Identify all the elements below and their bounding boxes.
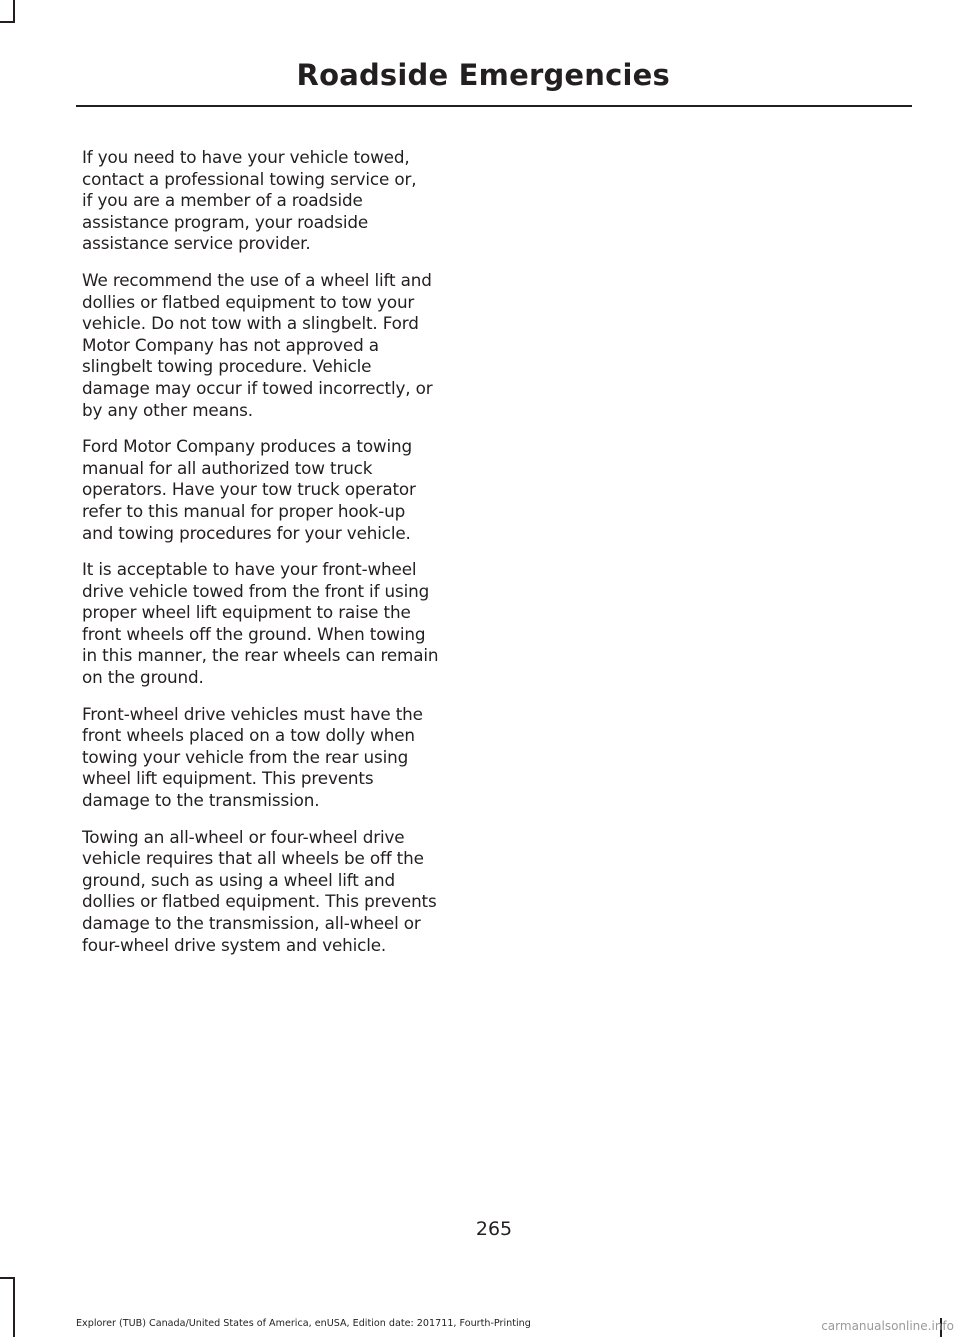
paragraph-line: manual for all authorized tow truck <box>82 457 373 478</box>
paragraph-line: damage may occur if towed incorrectly, or <box>82 377 433 398</box>
header-rule <box>76 105 912 107</box>
page-number: 265 <box>475 1218 513 1240</box>
paragraph-line: Ford Motor Company produces a towing <box>82 436 413 457</box>
body-text <box>82 147 476 971</box>
page-title: Roadside Emergencies <box>296 58 670 92</box>
crop-mark-top-left-vertical <box>13 0 15 22</box>
paragraph-line: contact a professional towing service or, <box>82 168 417 189</box>
paragraph-line: drive vehicle towed from the front if using <box>82 580 430 601</box>
crop-mark-bottom-left-vertical <box>13 1277 15 1337</box>
paragraph <box>82 147 476 255</box>
paragraph-line: and towing procedures for your vehicle. <box>82 522 411 543</box>
paragraph <box>82 436 476 544</box>
paragraph-line: front wheels off the ground. When towing <box>82 623 426 644</box>
paragraph <box>82 827 476 957</box>
edition-footer: Explorer (TUB) Canada/United States of America, enUSA, Edition date: 201711, Fourth-Printing <box>76 1318 531 1329</box>
paragraph-line: Motor Company has not approved a <box>82 334 379 355</box>
crop-mark-top-left-horizontal <box>0 21 15 23</box>
paragraph-line: on the ground. <box>82 667 204 688</box>
paragraph-line: damage to the transmission. <box>82 790 320 811</box>
paragraph-line: dollies or flatbed equipment to tow your <box>82 291 415 312</box>
paragraph-line: vehicle. Do not tow with a slingbelt. Ford <box>82 313 419 334</box>
paragraph-line: slingbelt towing procedure. Vehicle <box>82 356 372 377</box>
paragraph-line: operators. Have your tow truck operator <box>82 479 416 500</box>
paragraph-line: If you need to have your vehicle towed, <box>82 147 410 167</box>
paragraph-line: wheel lift equipment. This prevents <box>82 768 374 789</box>
paragraph-line: We recommend the use of a wheel lift and <box>82 269 432 290</box>
paragraph-line: assistance program, your roadside <box>82 211 369 232</box>
paragraph-line: towing your vehicle from the rear using <box>82 746 409 767</box>
paragraph-line: if you are a member of a roadside <box>82 190 363 211</box>
paragraph-line: dollies or flatbed equipment. This prevents <box>82 891 437 912</box>
crop-mark-bottom-left-horizontal <box>0 1277 15 1279</box>
paragraph-line: proper wheel lift equipment to raise the <box>82 602 411 623</box>
paragraph-line: by any other means. <box>82 399 253 420</box>
paragraph-line: Front-wheel drive vehicles must have the <box>82 703 423 724</box>
paragraph-line: assistance service provider. <box>82 233 311 254</box>
paragraph-line: Towing an all-wheel or four-wheel drive <box>82 826 405 847</box>
paragraph-line: vehicle requires that all wheels be off the <box>82 848 424 869</box>
paragraph <box>82 704 476 812</box>
paragraph <box>82 559 476 689</box>
paragraph-line: ground, such as using a wheel lift and <box>82 869 395 890</box>
paragraph-line: damage to the transmission, all-wheel or <box>82 913 421 933</box>
paragraph-line: front wheels placed on a tow dolly when <box>82 725 415 746</box>
paragraph-line: four-wheel drive system and vehicle. <box>82 934 387 955</box>
paragraph-line: refer to this manual for proper hook-up <box>82 500 406 521</box>
paragraph <box>82 270 476 421</box>
paragraph-line: It is acceptable to have your front-wheel <box>82 559 417 580</box>
paragraph-line: in this manner, the rear wheels can remain <box>82 645 439 666</box>
watermark-text: carmanualsonline.info <box>821 1319 954 1333</box>
